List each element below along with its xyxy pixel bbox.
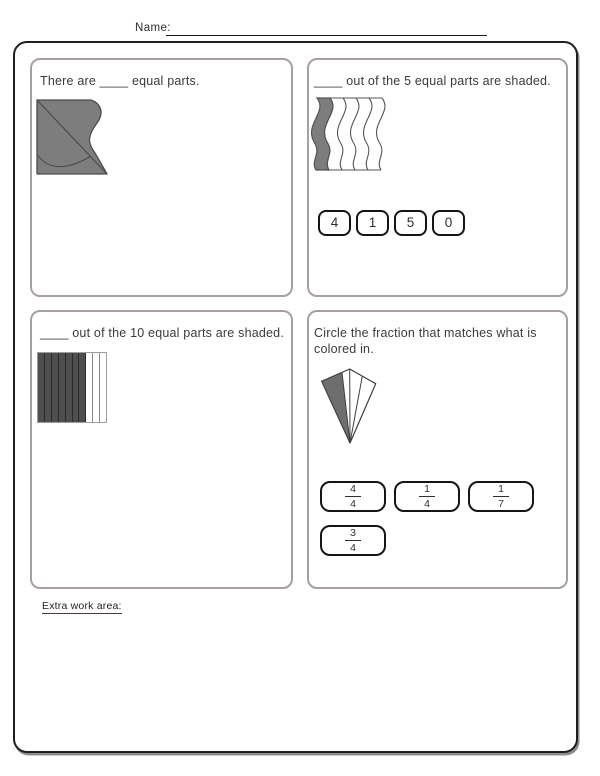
- strip-cell-shaded: [52, 353, 59, 422]
- choice-button-row: [318, 210, 566, 236]
- choice-button-5[interactable]: 5: [394, 210, 427, 236]
- strip-cell-unshaded: [86, 353, 93, 422]
- strip-cell-shaded: [73, 353, 80, 422]
- strip-cell-unshaded: [93, 353, 100, 422]
- fraction-button-row: [320, 525, 566, 556]
- fraction-denominator: 4: [424, 497, 430, 510]
- fraction-numerator: 4: [350, 483, 356, 495]
- strip-cell-shaded: [79, 353, 86, 422]
- shaded-wave-band: [312, 98, 333, 170]
- question-text: Circle the fraction that matches what is colored in.: [314, 326, 537, 356]
- fraction: [345, 528, 361, 553]
- wave-line: [351, 98, 359, 170]
- choice-button-4[interactable]: 4: [318, 210, 351, 236]
- panel-circle-fraction: [307, 310, 568, 589]
- question-text: ____ out of the 10 equal parts are shaded.: [40, 326, 284, 340]
- panel-shaded-of-10: [30, 310, 293, 589]
- wave-line: [338, 98, 346, 170]
- wave-line: [364, 98, 372, 170]
- fraction: [345, 484, 361, 509]
- wave-strips-figure: [311, 97, 389, 172]
- worksheet-container: [13, 41, 578, 753]
- fraction-denominator: 7: [498, 497, 504, 510]
- question-text: There are ____ equal parts.: [40, 74, 200, 88]
- strip-cell-shaded: [45, 353, 52, 422]
- two-part-square-figure: [36, 99, 108, 175]
- fraction-numerator: 1: [424, 483, 430, 495]
- question-text: ____ out of the 5 equal parts are shaded.: [314, 74, 551, 88]
- fraction-numerator: 3: [350, 527, 356, 539]
- fraction: [419, 484, 435, 509]
- choice-button-0[interactable]: 0: [432, 210, 465, 236]
- extra-work-label: Extra work area:: [42, 600, 122, 612]
- ten-strip-rectangle-figure: [37, 352, 107, 423]
- strip-cell-shaded: [59, 353, 66, 422]
- panel-equal-parts: [30, 58, 293, 297]
- fraction-numerator: 1: [498, 483, 504, 495]
- strip-cell-unshaded: [100, 353, 106, 422]
- name-input-line[interactable]: [166, 21, 487, 36]
- fraction-button-1-7[interactable]: [468, 481, 534, 512]
- fraction-button-1-4[interactable]: [394, 481, 460, 512]
- fraction-button-4-4[interactable]: [320, 481, 386, 512]
- wave-line: [377, 98, 385, 170]
- panel-shaded-of-5: [307, 58, 568, 297]
- fraction: [493, 484, 509, 509]
- fraction-denominator: 4: [350, 541, 356, 554]
- strip-cell-shaded: [66, 353, 73, 422]
- fraction-button-3-4[interactable]: [320, 525, 386, 556]
- strip-cell-shaded: [38, 353, 45, 422]
- fraction-denominator: 4: [350, 497, 356, 510]
- fraction-button-row: [320, 481, 566, 512]
- fan-figure: [316, 363, 382, 445]
- choice-button-1[interactable]: 1: [356, 210, 389, 236]
- name-label: Name:: [135, 22, 171, 34]
